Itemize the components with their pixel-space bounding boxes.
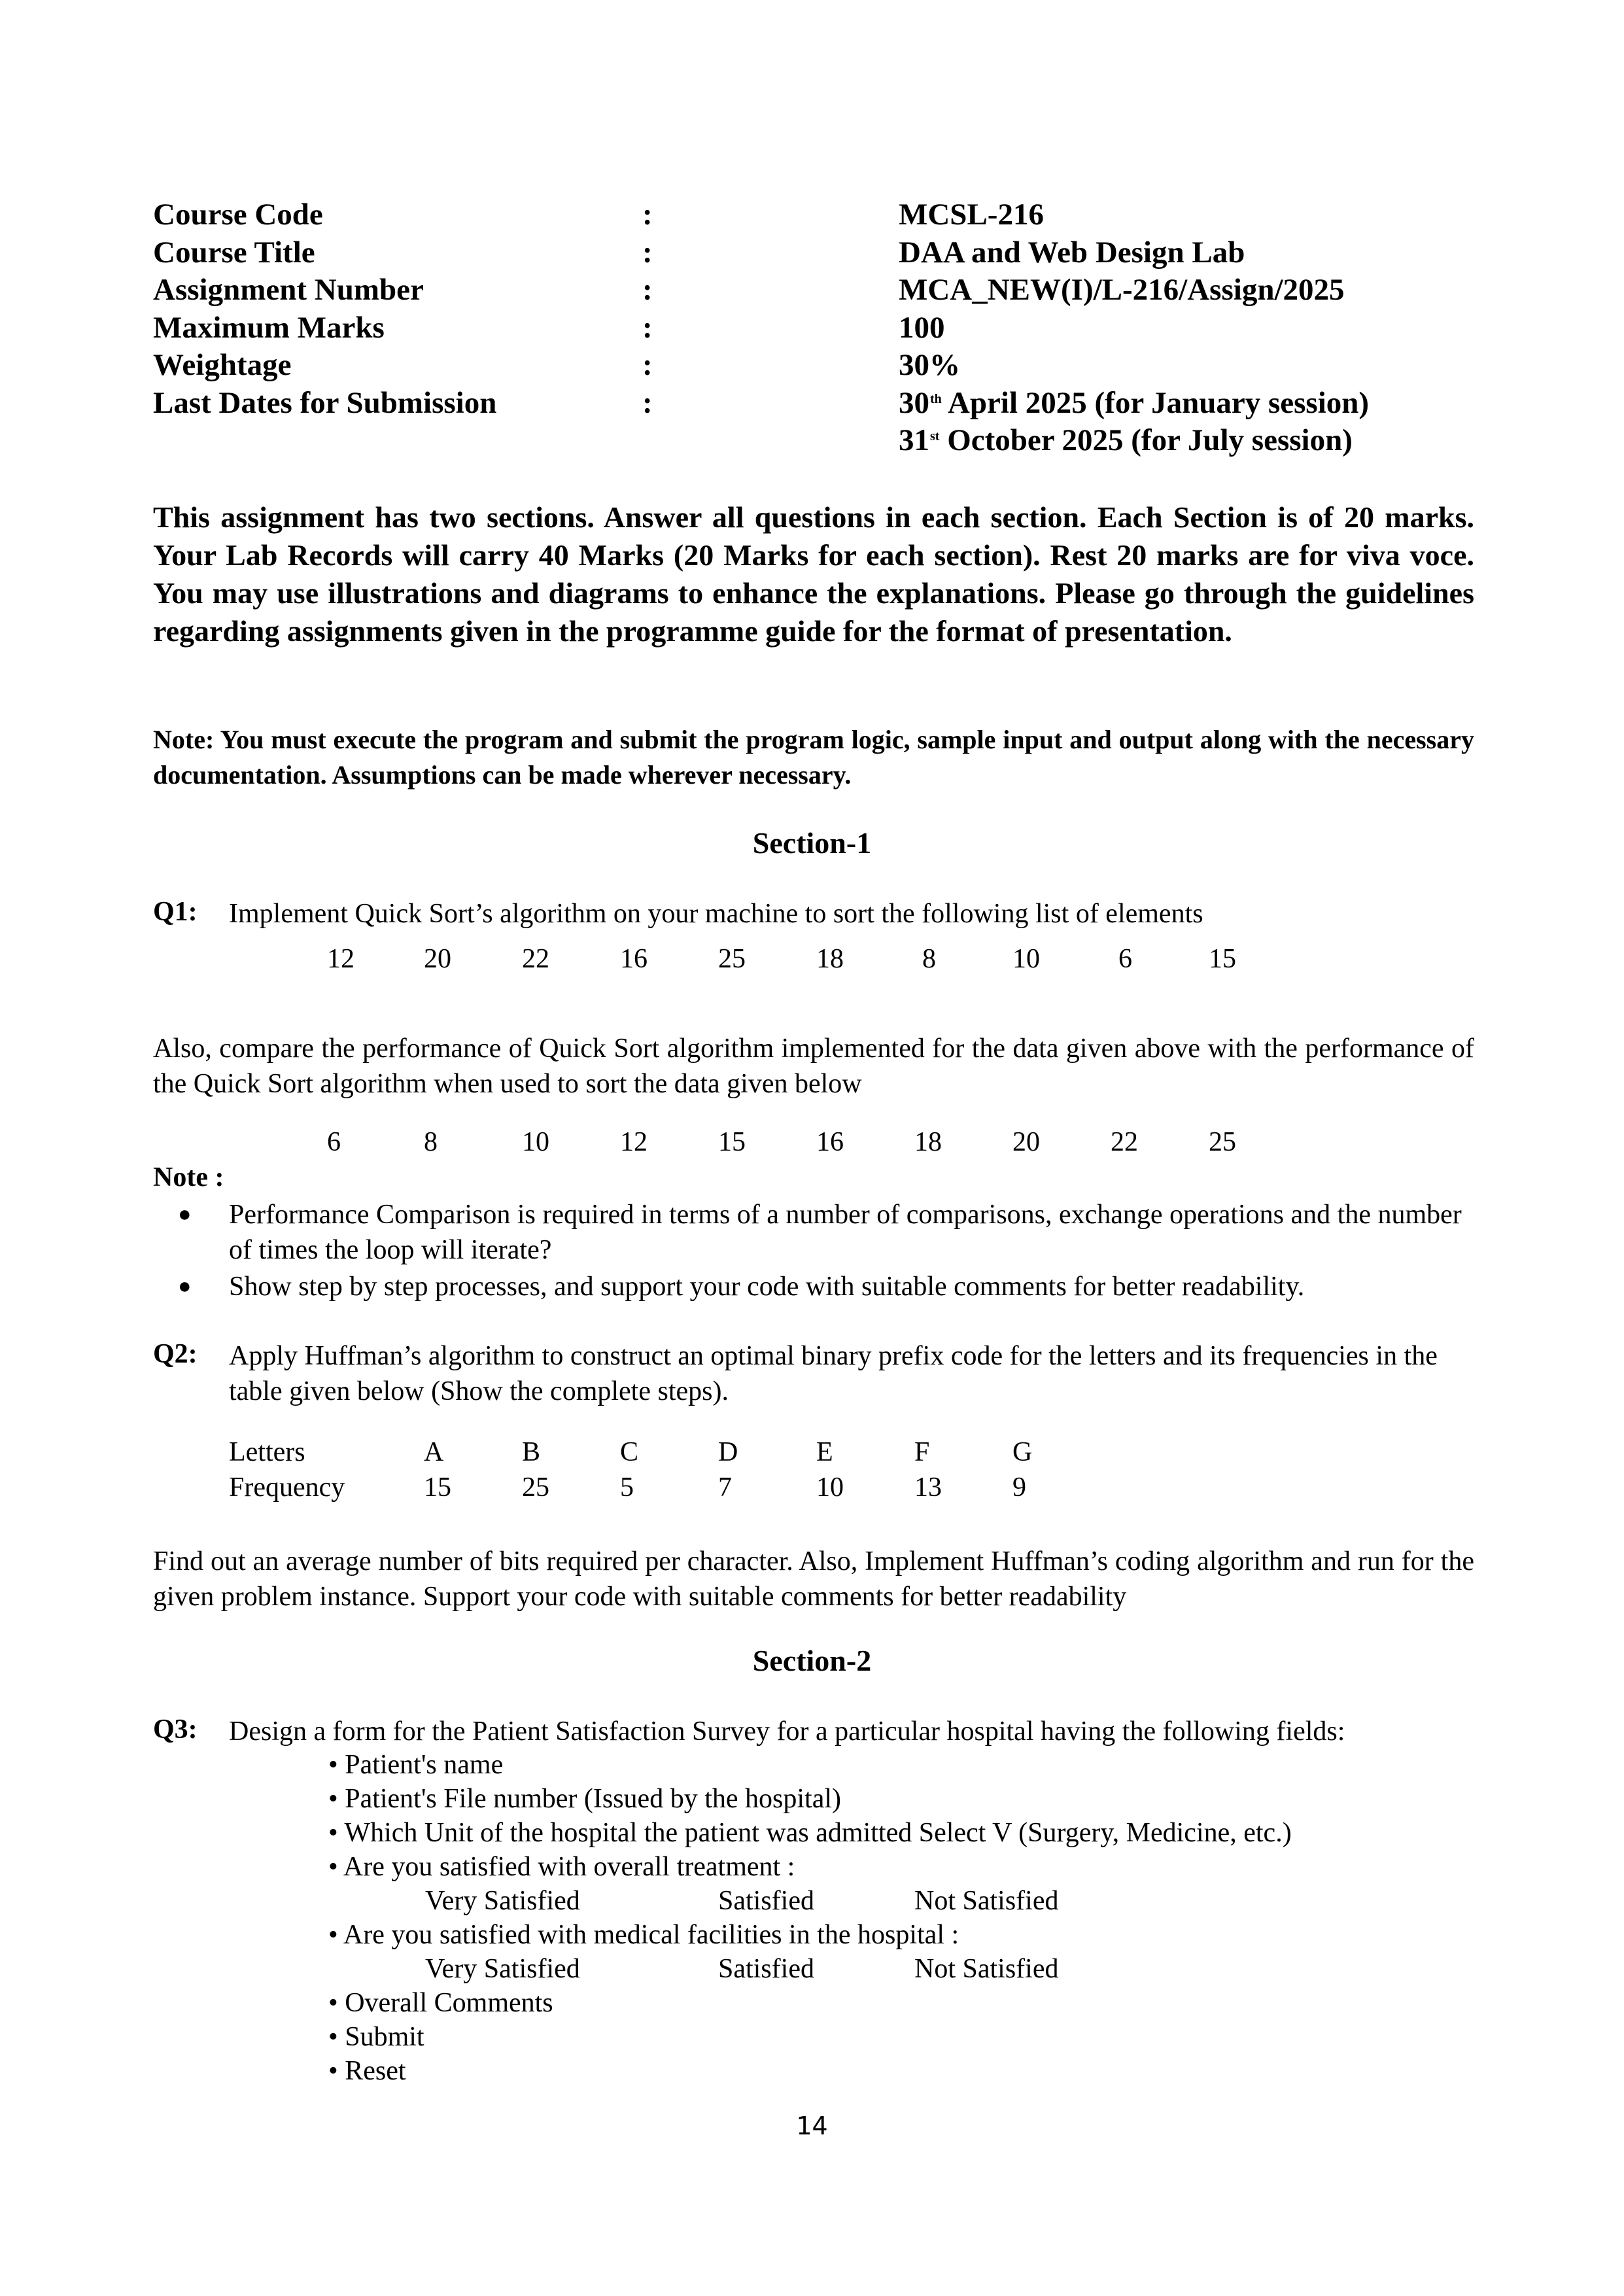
option-satisfied: Satisfied [718,1886,814,1916]
table-cell: D [718,1437,738,1467]
q1-compare-text: Also, compare the performance of Quick Sort algorithm implemented for the data given above with the performance of the Quick Sort algorithm when used to sort the data given below [153,1034,1474,1099]
list-number: 20 [1012,1127,1040,1157]
bullet-icon: ● [178,1274,192,1298]
date-day: 30 [899,385,929,420]
list-number: 12 [620,1127,648,1157]
info-label: Weightage [153,348,292,382]
q3-label: Q3: [153,1714,198,1745]
list-number: 15 [718,1127,746,1157]
form-field-reset: • Reset [328,2056,406,2086]
list-number: 6 [327,1127,341,1157]
q1-note-label: Note : [153,1162,224,1192]
date-ordinal: st [930,429,940,444]
form-field-overall-treatment: • Are you satisfied with overall treatment : [328,1852,795,1882]
q1-note-bullet-1 [178,1197,1478,1268]
info-value: MCSL-216 [899,198,1044,232]
table-cell: G [1012,1437,1033,1467]
info-value: 30% [899,348,960,382]
table-cell: 9 [1012,1472,1026,1503]
list-number: 22 [522,944,549,974]
q1-text: Implement Quick Sort’s algorithm on your machine to sort the following list of elements [229,899,1203,929]
table-cell: 7 [718,1472,732,1503]
q1-note-bullet-2 [178,1269,1478,1304]
form-field-overall-comments: • Overall Comments [328,1988,553,2018]
info-colon: : [642,348,653,382]
info-colon: : [642,273,653,307]
info-value-date-january [899,385,1369,423]
date-rest: April 2025 (for January session) [941,385,1370,420]
info-colon: : [642,235,653,270]
table-cell: C [620,1437,639,1467]
list-number: 10 [1012,944,1040,974]
info-value: DAA and Web Design Lab [899,235,1245,270]
list-number: 25 [1209,1127,1236,1157]
table-cell: 25 [522,1472,549,1503]
list-number: 20 [424,944,451,974]
info-value-date-july [899,422,1353,460]
table-row-label: Frequency [229,1472,345,1503]
info-colon: : [642,385,653,420]
info-value: 100 [899,310,945,345]
table-cell: 5 [620,1472,634,1503]
table-cell: 15 [424,1472,451,1503]
info-label: Maximum Marks [153,310,385,345]
date-rest: October 2025 (for July session) [939,423,1353,457]
table-cell: B [522,1437,541,1467]
option-not-satisfied: Not Satisfied [914,1954,1059,1984]
page-number: 14 [796,2112,828,2140]
table-cell: A [424,1437,444,1467]
date-ordinal: th [930,391,942,406]
list-number: 10 [522,1127,549,1157]
bullet-text: Show step by step processes, and support your code with suitable comments for better readability. [229,1272,1305,1302]
form-field-unit-select: • Which Unit of the hospital the patient was admitted Select V (Surgery, Medicine, etc.) [328,1818,1292,1848]
table-cell: F [914,1437,930,1467]
form-field-medical-facilities: • Are you satisfied with medical facilities in the hospital : [328,1920,959,1950]
table-cell: 13 [914,1472,942,1503]
q2-label: Q2: [153,1339,198,1369]
list-number: 22 [1111,1127,1138,1157]
form-field-file-number: • Patient's File number (Issued by the hospital) [328,1784,841,1814]
section-1-heading: Section-1 [752,826,872,860]
option-satisfied: Satisfied [718,1954,814,1984]
intro-paragraph: This assignment has two sections. Answer all questions in each section. Each Section is of 20 marks. Your Lab Records will carry 40 Marks (20 Marks for each section). Rest 20 marks are for viva voce. You may use illustrations and diagrams to enhance the explanations. Please go through the guidelines regarding assignments given in the programme guide for the format of presentation. [153,500,1474,648]
list-number: 25 [718,944,746,974]
form-field-patient-name: • Patient's name [328,1750,504,1780]
list-number: 6 [1118,944,1132,974]
option-not-satisfied: Not Satisfied [914,1886,1059,1916]
info-value: MCA_NEW(I)/L-216/Assign/2025 [899,273,1345,307]
info-colon: : [642,310,653,345]
info-label: Course Code [153,198,323,232]
info-label: Course Title [153,235,315,270]
q2-text: Apply Huffman’s algorithm to construct an optimal binary prefix code for the letters and its frequencies in the table given below (Show the complete steps). [229,1341,1438,1406]
q2-followup-text: Find out an average number of bits required per character. Also, Implement Huffman’s coding algorithm and run for the given problem instance. Support your code with suitable comments for better readability [153,1546,1474,1612]
date-day: 31 [899,423,929,457]
list-number: 8 [424,1127,438,1157]
section-2-heading: Section-2 [752,1644,872,1677]
list-number: 18 [816,944,844,974]
list-number: 8 [922,944,936,974]
table-cell: E [816,1437,833,1467]
info-label: Assignment Number [153,273,424,307]
option-very-satisfied: Very Satisfied [425,1886,580,1916]
info-colon: : [642,198,653,232]
list-number: 12 [327,944,354,974]
execution-note: Note: You must execute the program and submit the program logic, sample input and output along with the necessary documentation. Assumptions can be made wherever necessary. [153,725,1474,790]
q1-label: Q1: [153,897,198,927]
option-very-satisfied: Very Satisfied [425,1954,580,1984]
table-cell: 10 [816,1472,844,1503]
list-number: 18 [914,1127,942,1157]
bullet-text: Performance Comparison is required in terms of a number of comparisons, exchange operations and the number of times the loop will iterate? [229,1200,1462,1265]
info-label: Last Dates for Submission [153,385,497,420]
list-number: 16 [620,944,648,974]
form-field-submit: • Submit [328,2022,424,2052]
list-number: 15 [1209,944,1236,974]
table-row-label: Letters [229,1437,305,1467]
list-number: 16 [816,1127,844,1157]
q3-text: Design a form for the Patient Satisfaction Survey for a particular hospital having the following fields: [229,1716,1345,1747]
bullet-icon: ● [178,1202,192,1226]
